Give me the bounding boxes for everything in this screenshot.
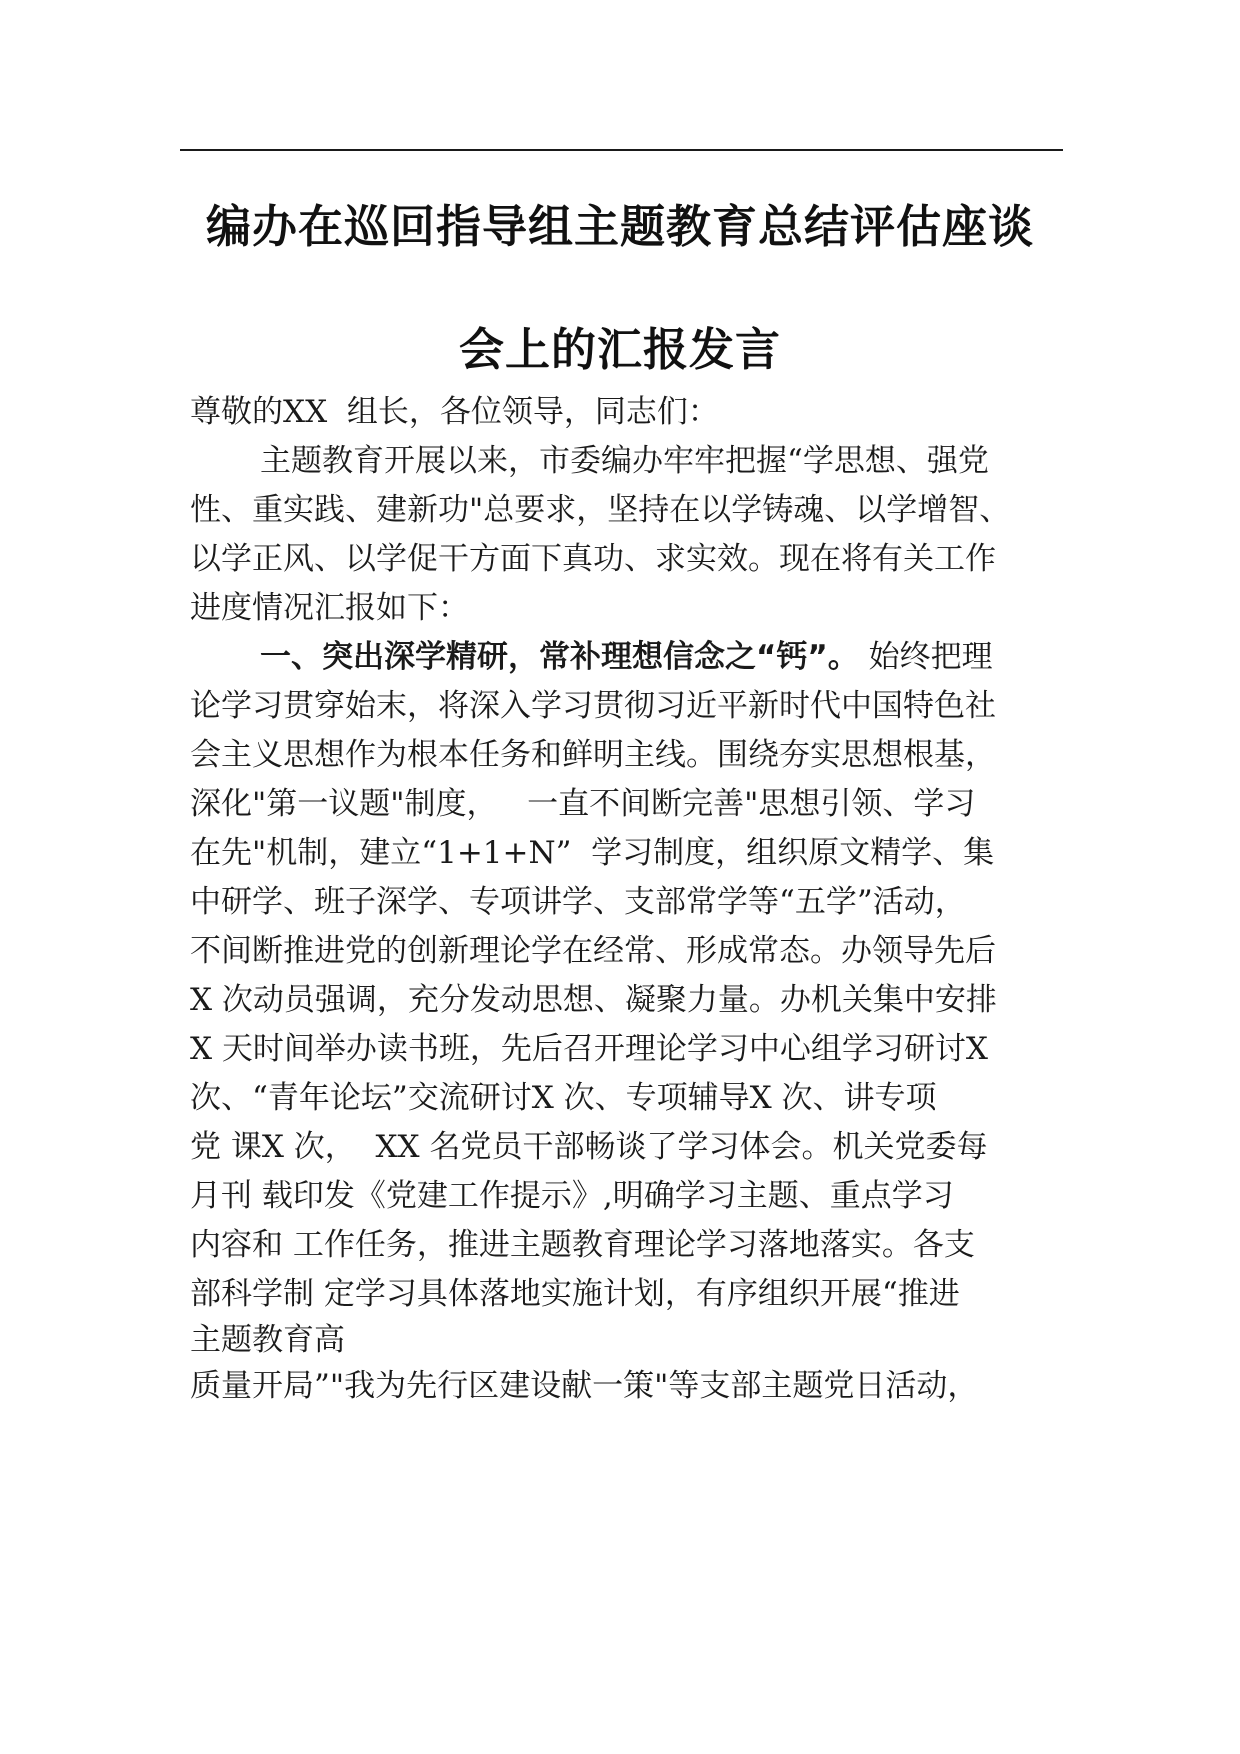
body-line: 中研学、班子深学、专项讲学、支部常学等“五学”活动， (190, 884, 966, 920)
body-line: 会主义思想作为根本任务和鲜明主线。围绕夯实思想根基， (190, 737, 996, 773)
body-line: 主题教育高 (190, 1322, 345, 1358)
intro-line: 性、重实践、建新功"总要求，坚持在以学铸魂、以学增智、 (190, 492, 1011, 528)
document-title-line-1: 编办在巡回指导组主题教育总结评估座谈 (205, 200, 1034, 253)
body-line: 内容和 工作任务，推进主题教育理论学习落地落实。各支 (190, 1227, 975, 1263)
document-title-line-2: 会上的汇报发言 (458, 323, 781, 376)
body-line: X 次动员强调，充分发动思想、凝聚力量。办机关集中安排 (190, 982, 997, 1018)
body-line: 深化"第一议题"制度， 一直不间断完善"思想引领、学习 (190, 786, 976, 822)
body-line: 月刊 载印发《党建工作提示》,明确学习主题、重点学习 (190, 1178, 954, 1214)
body-line: 质量开局”"我为先行区建设献一策"等支部主题党日活动， (190, 1368, 979, 1404)
intro-line: 主题教育开展以来，市委编办牢牢把握“学思想、强党 (260, 443, 989, 479)
section-1-first-line (260, 637, 1060, 677)
body-line: 次、“青年论坛”交流研讨X 次、专项辅导X 次、讲专项 (190, 1080, 937, 1116)
body-line: 在先"机制，建立“1+1+N” 学习制度，组织原文精学、集 (190, 835, 995, 871)
body-line: X 天时间举办读书班，先后召开理论学习中心组学习研讨X (190, 1031, 988, 1067)
header-rule (180, 149, 1063, 151)
section-1-heading-rest: 始终把理 (858, 639, 993, 675)
intro-line: 以学正风、以学促干方面下真功、求实效。现在将有关工作 (190, 541, 996, 577)
section-1-heading: 一、突出深学精研，常补理想信念之“钙”。 (260, 639, 859, 675)
body-line: 党 课X 次， XX 名党员干部畅谈了学习体会。机关党委每 (190, 1129, 988, 1165)
greeting: 尊敬的XX 组长，各位领导，同志们： (190, 394, 719, 430)
body-line: 论学习贯穿始末，将深入学习贯彻习近平新时代中国特色社 (190, 688, 996, 724)
intro-line: 进度情况汇报如下： (190, 590, 469, 626)
body-line: 不间断推进党的创新理论学在经常、形成常态。办领导先后 (190, 933, 996, 969)
body-line: 部科学制 定学习具体落地实施计划，有序组织开展“推进 (190, 1276, 960, 1312)
